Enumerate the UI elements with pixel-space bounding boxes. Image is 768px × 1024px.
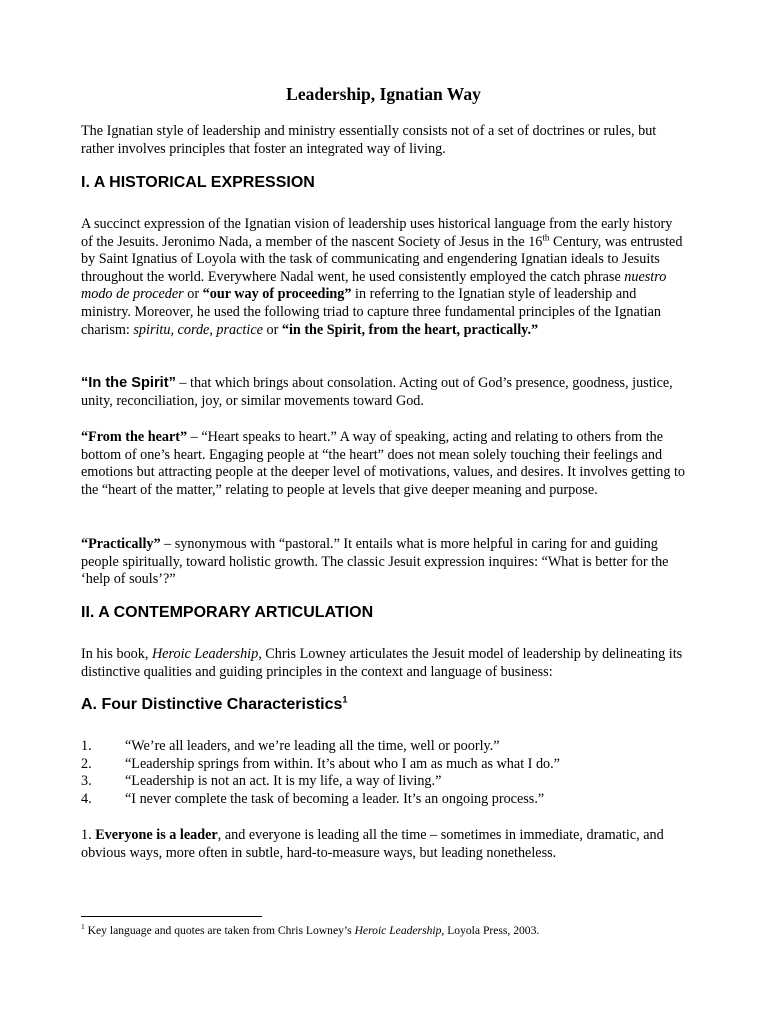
intro-paragraph: The Ignatian style of leadership and ministry essentially consists not of a set of doctrines or rules, but rather involves principles that foster an integrated way of living. xyxy=(81,123,657,157)
spirit-paragraph: “In the Spirit” – that which brings about consolation. Acting out of God’s presence, goodness, justice, unity, reconciliation, joy, or similar movements toward God. xyxy=(81,375,673,409)
historical-paragraph: A succinct expression of the Ignatian vision of leadership uses historical language from the early history of the Jesuits. Jeronimo Nada, a member of the nascent Society of Jesus in the 16th Century, was entrusted by Saint Ignatius of Loyola with the task of communicating and engendering Ignatian ideals to Jesuits throughout the world. Everywhere Nadal went, he used consistently employed the catch phrase nuestro modo de proceder or “our way of proceeding” in referring to the Ignatian style of leadership and ministry. Moreover, he used the following triad to capture three fundamental principles of the Ignatian charism: spiritu, corde, practice or “in the Spirit, from the heart, practically.” xyxy=(81,216,683,338)
characteristics-list xyxy=(81,738,686,808)
heart-paragraph: “From the heart” – “Heart speaks to heart.” A way of speaking, acting and relating to others from the bottom of one’s heart. Engaging people at “the heart” does not mean solely touching their feelings and emotions but attracting people at the deeper level of motivations, values, and desires. It involves getting to the “heart of the matter,” relating to people at levels that give deeper meaning and purpose. xyxy=(81,429,685,498)
point-one-paragraph: 1. Everyone is a leader, and everyone is leading all the time – sometimes in immediate, dramatic, and obvious ways, more often in subtle, hard-to-measure ways, but leading nonetheless. xyxy=(81,827,664,861)
list-item: 2. “Leadership springs from within. It’s about who I am as much as what I do.” xyxy=(81,755,560,772)
practically-term: “Practically” xyxy=(81,536,161,552)
spirit-term: “In the Spirit” xyxy=(81,375,176,391)
subheading-characteristics: A. Four Distinctive Characteristics$^1$ xyxy=(81,694,348,713)
section-heading-contemporary: II. A CONTEMPORARY ARTICULATION xyxy=(81,604,374,621)
list-item: 1. “We’re all leaders, and we’re leading all the time, well or poorly.” xyxy=(81,738,500,754)
footnote-divider xyxy=(81,916,262,917)
footnote: $^1$ Key language and quotes are taken from Chris Lowney’s Heroic Leadership, Loyola Press, 2003. xyxy=(81,922,540,937)
contemporary-paragraph: In his book, Heroic Leadership, Chris Lowney articulates the Jesuit model of leadership by delineating its distinctive qualities and guiding principles in the context and language of business: xyxy=(81,646,683,680)
practically-paragraph: “Practically” – synonymous with “pastoral.” It entails what is more helpful in caring for and guiding people spiritually, toward holistic growth. The classic Jesuit expression inquires: “What is better for the ‘help of souls’?” xyxy=(81,536,669,588)
list-item: 4. “I never complete the task of becoming a leader. It’s an ongoing process.” xyxy=(81,790,545,807)
section-heading-historical: I. A HISTORICAL EXPRESSION xyxy=(81,174,315,191)
list-item: 3. “Leadership is not an act. It is my life, a way of living.” xyxy=(81,773,442,790)
document-title: Leadership, Ignatian Way xyxy=(286,84,481,104)
heart-term: “From the heart” xyxy=(81,429,188,445)
